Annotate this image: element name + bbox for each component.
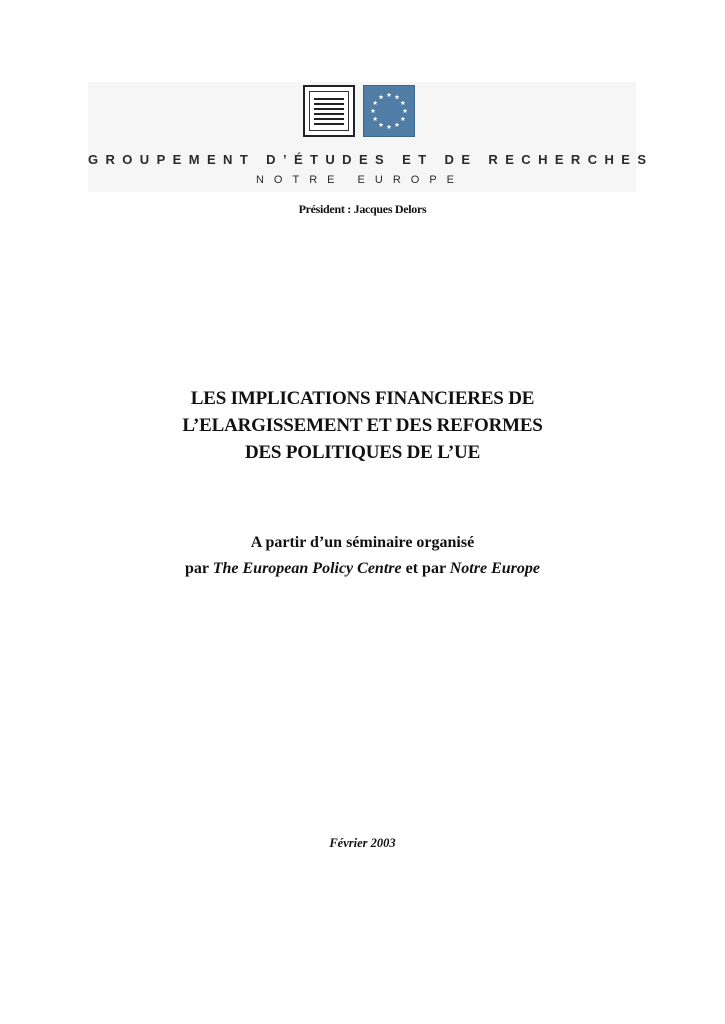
title-line-3: DES POLITIQUES DE L’UE [244, 442, 481, 463]
star-icon [379, 95, 384, 100]
document-lines-icon [303, 85, 355, 137]
eu-stars-icon [364, 86, 414, 136]
seminar-prefix: par [185, 560, 213, 577]
seminar-organizer-1: The European Policy Centre [212, 560, 402, 577]
seminar-organizer-2: Notre Europe [449, 560, 540, 577]
title-line-1: LES IMPLICATIONS FINANCIERES DE [190, 388, 535, 409]
star-icon [400, 100, 405, 105]
organization-name: GROUPEMENT D’ÉTUDES ET DE RECHERCHES [88, 152, 654, 167]
star-icon [400, 116, 405, 121]
star-icon [387, 92, 392, 97]
document-date: Février 2003 [329, 836, 396, 850]
seminar-middle: et par [401, 560, 450, 577]
president-line: Président : Jacques Delors [298, 202, 427, 216]
star-icon [395, 95, 400, 100]
star-icon [379, 122, 384, 127]
seminar-note [0, 530, 725, 582]
title-line-2: L’ELARGISSEMENT ET DES REFORMES [182, 415, 543, 436]
eu-flag-icon [363, 85, 415, 137]
star-icon [403, 108, 408, 113]
seminar-line-1: A partir d’un séminaire organisé [250, 534, 475, 551]
star-icon [371, 108, 376, 113]
star-icon [373, 100, 378, 105]
logo [303, 85, 415, 137]
organization-subtitle: NOTRE EUROPE [255, 174, 464, 186]
star-icon [395, 122, 400, 127]
document-title [0, 385, 725, 466]
star-icon [387, 124, 392, 129]
seminar-line-2 [0, 556, 725, 582]
star-icon [373, 116, 378, 121]
